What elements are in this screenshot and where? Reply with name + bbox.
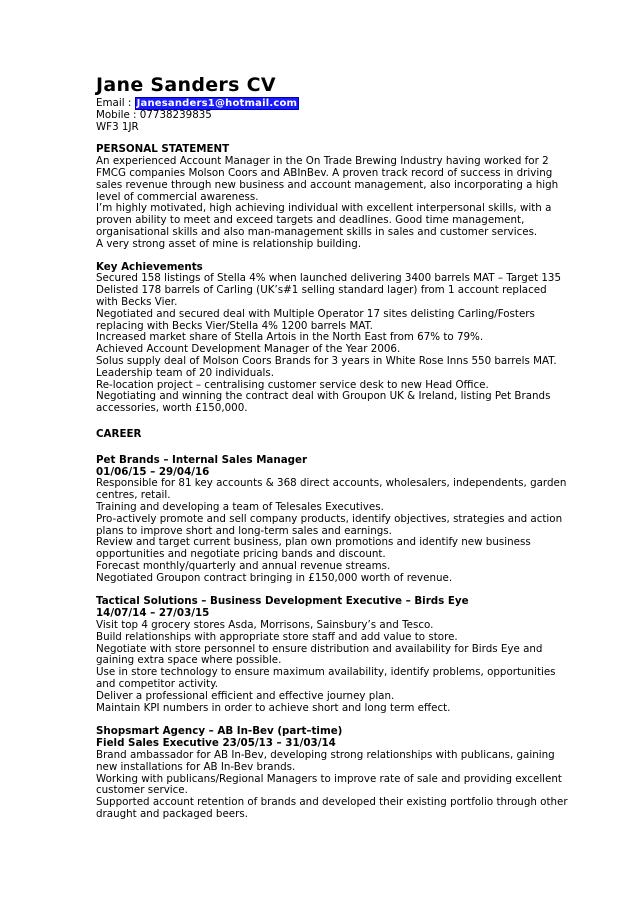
cv-page <box>96 74 568 821</box>
achievement-line: accessories, worth £150,000. <box>96 402 248 415</box>
key-achievements-section <box>96 260 562 415</box>
job-line: Negotiate with store personnel to ensure distribution and availability for Birds Eye and <box>96 642 543 655</box>
job-line: Brand ambassador for AB In-Bev, developing strong relationships with publicans, gaining <box>96 749 555 762</box>
achievement-line: Achieved Account Development Manager of the Year 2006. <box>96 343 401 356</box>
job-dates: 14/07/14 – 27/03/15 <box>96 607 210 620</box>
job-line: Training and developing a team of Telesales Executives. <box>96 500 384 513</box>
job-line: and competitor activity. <box>96 678 219 691</box>
job-line: Build relationships with appropriate store staff and add value to store. <box>96 630 458 643</box>
job-line: Maintain KPI numbers in order to achieve short and long term effect. <box>96 701 451 714</box>
postcode-line: WF3 1JR <box>96 120 139 133</box>
email-label: Email : <box>96 97 135 109</box>
achievement-line: replacing with Becks Vier/Stella 4% 1200 barrels MAT. <box>96 319 373 332</box>
job-line: opportunities and negotiate pricing bands and discount. <box>96 548 386 561</box>
achievement-line: Solus supply deal of Molson Coors Brands for 3 years in White Rose Inns 550 barrels MAT. <box>96 354 557 367</box>
job-line: Negotiated Groupon contract bringing in £150,000 worth of revenue. <box>96 571 453 584</box>
achievement-line: Re-location project – centralising customer service desk to new Head Office. <box>96 378 489 391</box>
achievement-line: Leadership team of 20 individuals. <box>96 366 275 379</box>
job-title: Shopsmart Agency – AB In-Bev (part–time) <box>96 725 343 738</box>
statement-line: FMCG companies Molson Coors and ABInBev. A proven track record of success in driving <box>96 166 553 179</box>
job-line: customer service. <box>96 784 188 797</box>
statement-line: proven ability to meet and exceed targets and deadlines. Good time management, <box>96 214 525 227</box>
career-job <box>96 725 568 821</box>
job-title: Pet Brands – Internal Sales Manager <box>96 453 308 466</box>
job-line: Forecast monthly/quarterly and annual revenue streams. <box>96 559 391 572</box>
job-line: Deliver a professional efficient and effective journey plan. <box>96 689 395 702</box>
job-line: Visit top 4 grocery stores Asda, Morrisons, Sainsbury’s and Tesco. <box>96 619 434 632</box>
job-line: Review and target current business, plan own promotions and identify new business <box>96 536 531 549</box>
job-line: plans to improve short and long-term sales and earnings. <box>96 524 392 537</box>
job-dates: 01/06/15 – 29/04/16 <box>96 465 210 478</box>
job-line: Responsible for 81 key accounts & 368 direct accounts, wholesalers, independents, garden <box>96 477 567 490</box>
personal-statement-heading: PERSONAL STATEMENT <box>96 143 230 156</box>
career-heading: CAREER <box>96 427 142 440</box>
achievement-line: Negotiated and secured deal with Multiple Operator 17 sites delisting Carling/Fosters <box>96 307 535 320</box>
job-line: Pro-actively promote and sell company products, identify objectives, strategies and action <box>96 512 563 525</box>
statement-line: level of commercial awareness. <box>96 190 259 203</box>
statement-line: organisational skills and also man-management skills in sales and customer services. <box>96 225 538 238</box>
job-line: draught and packaged beers. <box>96 808 248 821</box>
personal-statement-section <box>96 143 559 250</box>
job-line: gaining extra space where possible. <box>96 654 282 667</box>
statement-line: sales revenue through new business and account management, also incorporating a high <box>96 178 559 191</box>
statement-line: I’m highly motivated, high achieving individual with excellent interpersonal skills, with a <box>96 202 552 215</box>
achievement-line: Secured 158 listings of Stella 4% when launched delivering 3400 barrels MAT – Target 135 <box>96 272 562 285</box>
job-line: centres, retail. <box>96 489 171 502</box>
achievement-line: Delisted 178 barrels of Carling (UK’s#1 selling standard lager) from 1 account replaced <box>96 284 547 297</box>
achievement-line: Increased market share of Stella Artois in the North East from 67% to 79%. <box>96 331 484 344</box>
email-link[interactable]: Janesanders1@hotmail.com <box>136 98 298 109</box>
job-line: Supported account retention of brands and developed their existing portfolio through other <box>96 796 568 809</box>
achievement-line: with Becks Vier. <box>96 295 178 308</box>
job-dates: Field Sales Executive 23/05/13 – 31/03/14 <box>96 737 336 750</box>
statement-line: A very strong asset of mine is relationship building. <box>96 237 362 250</box>
job-line: new installations for AB In-Bev brands. <box>96 760 296 773</box>
mobile-line: Mobile : 07738239835 <box>96 108 212 121</box>
job-line: Working with publicans/Regional Managers to improve rate of sale and providing excellent <box>96 772 562 785</box>
contact-block <box>96 98 556 133</box>
job-line: Use in store technology to ensure maximum availability, identify problems, opportunities <box>96 666 556 679</box>
key-achievements-heading: Key Achievements <box>96 260 203 273</box>
job-title: Tactical Solutions – Business Development Executive – Birds Eye <box>96 595 469 608</box>
cv-title: Jane Sanders CV <box>96 74 276 96</box>
achievement-line: Negotiating and winning the contract deal with Groupon UK & Ireland, listing Pet Brands <box>96 390 551 403</box>
statement-line: An experienced Account Manager in the On Trade Brewing Industry having worked for 2 <box>96 155 549 168</box>
career-job <box>96 453 567 585</box>
career-job <box>96 596 556 714</box>
